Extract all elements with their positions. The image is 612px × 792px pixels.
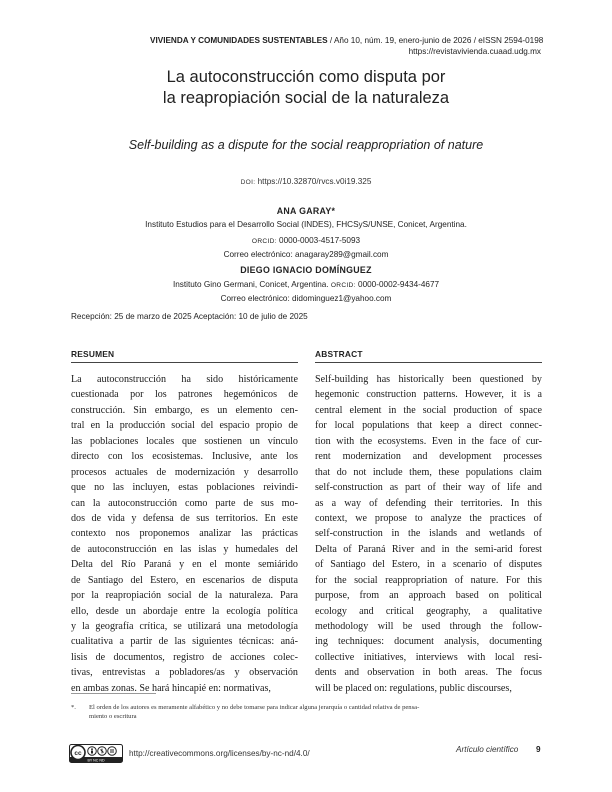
title-spanish [40,67,572,109]
author2-orcid-label: ORCID: [330,282,356,289]
author1-affiliation: Instituto Estudios para el Desarrollo Social (INDES), FHCSyS/UNSE, Conicet, Argentina. [145,220,467,229]
footnote-line1: El orden de los autores es meramente alfabético y no debe tomarse para indicar alguna jerarquía o cantidad relativa de pensa- [89,704,420,711]
abstract-line: tion with the ecosystems. Even in the face of cur- [315,435,542,447]
resumen-line: que no las incluyen, estas poblaciones reivindi- [71,482,298,494]
abstract-line: hegemonic construction patterns. However, it is a [315,389,542,401]
abstract-line: for local populations that keep a direct connec- [315,420,542,432]
title-spanish-line2: la reapropiación social de la naturaleza [162,89,450,107]
author1-orcid [40,236,572,245]
resumen-line: por la reapropiación social de la naturaleza. Para [71,590,298,602]
cc-text: cc [74,750,82,757]
reception-acceptance-dates: Recepción: 25 de marzo de 2025 Aceptación: 10 de julio de 2025 [71,312,308,321]
resumen-line: y la geografía crítica, se utilizará una metodología [71,621,298,632]
abstract-line: dents and observation in both areas. The focus [315,667,542,679]
resumen-line: dos de vida y defensa de sus territorios. En este [71,512,298,524]
author1-orcid-label: ORCID: [251,238,277,245]
author2-affiliation-orcid [40,280,572,289]
author1-name: ANA GARAY* [276,206,336,216]
resumen-line: Delta del Río Paraná y en el monte semiárido [71,559,298,571]
resumen-line: directo con los ecosistemas. Inclusive, ante los [71,451,298,463]
footnote-mark: *. [71,704,76,711]
abstract-line: self-construction in the islands and wetlands of [315,528,542,540]
abstract-line: that do not include them, these populations claim [315,466,542,478]
abstract-line: self-construction as part of their way of life and [315,482,542,494]
footnote-rule [71,693,156,694]
doi-link[interactable]: https://10.32870/rvcs.v0i19.325 [255,177,372,186]
doi-line [40,177,572,186]
issue-info: / Año 10, núm. 19, enero-junio de 2026 / eISSN 2594-0198 [327,36,544,45]
resumen-line: tivas, entrevistas a pobladores/as y observación [71,667,298,679]
resumen-rule [71,362,298,363]
resumen-line: lisis de documentos, registro de acciones colec- [71,651,298,663]
author2-affiliation: Instituto Gino Germani, Conicet, Argentina. [172,280,331,289]
resumen-body [71,372,298,696]
creative-commons-badge-icon[interactable] [69,744,123,763]
title-english: Self-building as a dispute for the social reappropriation of nature [128,138,484,152]
abstract-line: purpose, from an approach based on political [315,590,542,602]
resumen-line: cualitativa a partir de las siguientes técnicas: aná- [71,636,298,648]
resumen-line: construcción. Sin embargo, es un elemento cen- [71,404,298,416]
abstract-line: as a way of defending their territories. In this [315,497,542,509]
resumen-line: de autoconstrucción en las islas y humedales del [71,543,298,555]
resumen-line: cuestionada por los patrones hegemónicos de [71,389,298,401]
nd-icon [108,747,117,756]
resumen-line: de Santiago del Estero, en escenarios de disputa [71,574,298,586]
abstract-line: of Santiago del Estero, in a scenario of disputes [315,559,542,571]
abstract-line: ecology and critical geography, a qualitative [315,605,542,617]
author2-email[interactable]: Correo electrónico: didominguez1@yahoo.com [220,294,392,303]
resumen-line: contexto nos proponemos analizar las prácticas [71,528,298,540]
abstract-line: will be placed on: regulations, public discourses, [315,682,512,694]
doi-label: DOI: [240,179,256,186]
resumen-heading: RESUMEN [71,349,115,359]
cc-subtitle: BY NC ND [87,758,105,763]
journal-url[interactable]: https://revistavivienda.cuaad.udg.mx [408,47,541,56]
abstract-line: ing techniques: document analysis, documenting [315,636,542,648]
page-number: 9 [536,745,541,754]
author2-name: DIEGO IGNACIO DOMÍNGUEZ [240,265,372,275]
resumen-line: las poblaciones locales que sostienen un vínculo [71,435,298,447]
abstract-line: collective initiatives, interviews with local resi- [315,651,542,663]
abstract-rule [315,362,542,363]
title-spanish-line1: La autoconstrucción como disputa por [166,68,446,86]
abstract-line: rent modernization and development processes [315,451,542,463]
resumen-line: en ambas zonas. Se hará hincapié en: normativas, [71,682,271,694]
resumen-line: procesos actuales de modernización y desarrollo [71,466,298,478]
abstract-line: Delta of Paraná River and in the semi-arid forest [315,543,542,555]
author2-orcid-value[interactable]: 0000-0002-9434-4677 [355,280,440,289]
abstract-line: Self-building has historically been questioned by [315,374,542,385]
footnote-line2: miento o escritura [89,712,137,720]
abstract-line: central element in the social production of space [315,404,542,416]
abstract-line: methodology will be used through the follow- [315,621,542,632]
resumen-line: La autoconstrucción ha sido históricamente [71,374,298,385]
abstract-line: for the social reappropriation of nature. For this [315,574,542,586]
author1-email[interactable]: Correo electrónico: anagaray289@gmail.com [223,250,389,259]
resumen-line: tral en la producción social del espacio propio de [71,420,298,432]
journal-name: VIVIENDA Y COMUNIDADES SUSTENTABLES [150,36,328,45]
license-link[interactable]: http://creativecommons.org/licenses/by-nc-nd/4.0/ [129,749,310,758]
abstract-heading: ABSTRACT [315,349,363,359]
abstract-line: context, we propose to analyze the practices of [315,512,542,524]
resumen-line: can la autoconstrucción como parte de sus mo- [71,497,298,509]
article-type: Artículo científico [456,745,519,754]
author1-orcid-value[interactable]: 0000-0003-4517-5093 [276,236,361,245]
abstract-body [315,372,542,696]
resumen-line: ello, desde un abordaje entre la ecología política [71,605,298,617]
journal-header [150,35,544,57]
